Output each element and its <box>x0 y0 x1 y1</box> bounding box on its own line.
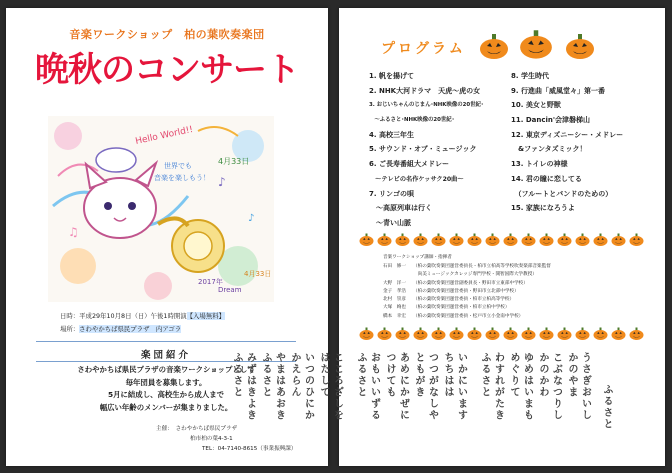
pumpkin-icon <box>377 327 392 341</box>
credit-row <box>383 263 551 269</box>
lyrics-line: やまはあおき ふるさと <box>260 352 285 433</box>
program-item: 8. 学生時代 <box>511 72 549 80</box>
credit-row <box>383 280 528 286</box>
pumpkin-icon <box>557 327 572 341</box>
pumpkin-icon <box>395 233 410 247</box>
pumpkin-icon <box>629 327 644 341</box>
pumpkin-icon <box>593 233 608 247</box>
pumpkin-icon <box>539 233 554 247</box>
pumpkin-icon <box>485 327 500 341</box>
sponsor-line: 主催： さわやかちば県民プラザ <box>156 426 238 432</box>
lyrics-line: おもいいずる ふるさと <box>355 352 380 433</box>
pumpkin-border-top <box>359 232 649 248</box>
pumpkin-icon <box>467 327 482 341</box>
pumpkin-icon <box>575 233 590 247</box>
pumpkin-icon <box>503 327 518 341</box>
credit-role: （柏の葉吹奏楽団運営委員・柏市立柏高等学校） <box>413 297 515 302</box>
credit-role: （柏の葉吹奏楽団運営委員・野田市立北部中学校） <box>413 289 519 294</box>
pumpkin-icon <box>449 233 464 247</box>
pumpkin-icon <box>521 327 536 341</box>
intro-line: さわやかちば県民プラザの音楽ワークショップとして <box>77 365 255 374</box>
pumpkin-icon <box>611 327 626 341</box>
pumpkin-icon <box>485 233 500 247</box>
credits-heading: 音楽ワークショップ講師・指揮者 <box>383 255 452 260</box>
program-item: 5. サウンド・オブ・ミュージック <box>369 145 477 154</box>
sponsor-phone: TEL：04-7140-8615（事業振興課） <box>202 446 297 452</box>
intro-line: 幅広い年齢のメンバーが集まりました。 <box>99 402 233 412</box>
program-item: ～テレビの名作ケッサク20曲～ <box>369 175 464 183</box>
credit-row <box>383 313 523 319</box>
art-text-hello: Hello World!! <box>134 124 195 147</box>
pumpkin-icon <box>467 233 482 247</box>
program-item: （フルートとバンドのための） <box>511 189 613 198</box>
date-label: 日時： <box>60 312 80 320</box>
divider-top <box>36 341 296 342</box>
concert-title: 晩秋のコンサート <box>35 50 299 90</box>
lyrics-line: いつのひにか かえらん <box>289 352 314 433</box>
pumpkin-border-bottom <box>359 326 649 342</box>
svg-text:♫: ♫ <box>68 225 79 239</box>
program-item: 7. リンゴの唄 <box>369 189 414 198</box>
program-list-left <box>369 71 484 233</box>
credit-row <box>383 296 514 302</box>
art-text-3: 4月33日 <box>218 157 250 166</box>
pumpkin-icon <box>539 327 554 341</box>
credit-name: 大塚 絢也 <box>383 305 406 310</box>
program-item: ～ふるさと･NHK映像の20世紀･ <box>369 117 455 124</box>
credit-row <box>383 288 519 294</box>
svg-text:♪: ♪ <box>248 213 255 224</box>
venue-label: 場所： <box>60 325 80 333</box>
lyrics-line: つつがなしや ともがき <box>413 352 438 433</box>
art-text-1: 世界でも <box>164 162 192 170</box>
lyrics-line: いかにいます ちちはは <box>442 352 467 433</box>
lyrics-line: みずはきよき ふるさと <box>231 352 256 433</box>
credit-role: （柏の葉吹奏楽団運営委員・松戸市立小金南中学校） <box>413 314 524 319</box>
program-item: 14. 君の瞳に恋してる <box>511 174 582 183</box>
program-item: ～高原列車は行く <box>369 204 432 213</box>
credit-role: （柏の葉吹奏楽団運営委員長・柏市立柏高等学校吹奏楽部音楽監督 <box>413 264 551 269</box>
program-item: 15. 家族になろうよ <box>511 204 575 213</box>
event-venue <box>60 324 181 333</box>
lyrics-line: こころざしを はたして <box>318 352 343 433</box>
program-item: 4. 高校三年生 <box>369 130 414 139</box>
program-item: 13. トイレの神様 <box>511 160 568 169</box>
pumpkin-icon <box>377 233 392 247</box>
pumpkin-icon <box>521 233 536 247</box>
intro-body <box>36 364 296 414</box>
lyrics-title: ふるさと <box>601 384 612 430</box>
program-item: 10. 美女と野獣 <box>511 101 561 110</box>
credit-name: 石田 修一 <box>383 264 406 269</box>
program-item: 9. 行進曲「威風堂々」第一番 <box>511 86 605 95</box>
program-item: 2. NHK大河ドラマ 天虎～虎の女 <box>369 86 481 95</box>
divider-bottom <box>36 361 296 362</box>
pumpkin-icon <box>479 34 509 60</box>
credit-name: 大野 洋一 <box>383 281 406 286</box>
pumpkin-icon <box>359 327 374 341</box>
lyrics-line: あめにかぜに つけても <box>384 352 409 433</box>
pumpkin-icon <box>395 327 410 341</box>
organizer-subtitle: 音楽ワークショップ 柏の葉吹奏楽団 <box>69 28 265 41</box>
svg-text:♪: ♪ <box>218 175 226 189</box>
event-date <box>60 311 225 320</box>
art-text-5: Dream <box>218 286 242 294</box>
art-text-6: 4月33日 <box>244 270 272 278</box>
admission-badge: 【入場無料】 <box>186 312 225 320</box>
program-item: 1. 帆を揚げて <box>369 72 414 80</box>
lyrics-line: わすれがたき ふるさと <box>479 352 504 433</box>
lyrics-line: ゆめはいまも めぐりて <box>508 352 533 433</box>
program-item: &ファンタズミック！ <box>511 145 587 154</box>
credit-row <box>383 271 537 277</box>
program-item: ～青い山脈 <box>369 218 411 227</box>
pumpkin-icon <box>503 233 518 247</box>
intro-heading: 楽団紹介 <box>140 350 191 361</box>
credit-row <box>383 304 509 310</box>
credit-role: （柏の葉吹奏楽団運営副委員長・野田市立東部中学校） <box>413 281 528 286</box>
art-text-4: 2017年 <box>198 278 223 286</box>
pumpkin-icon <box>413 233 428 247</box>
program-list-right <box>511 71 623 218</box>
pumpkin-icon <box>359 233 374 247</box>
program-item: 3. おじいちゃんのじまん･NHK映像の20世紀･ <box>369 102 484 109</box>
pumpkin-icon <box>565 34 595 60</box>
pumpkin-icon <box>449 327 464 341</box>
venue-value: さわやかちば県民プラザ 内アゴラ <box>79 325 182 333</box>
illustration-artwork <box>48 116 274 302</box>
credit-role: 尚美ミュージックカレッジ専門学校・開智国際大学教授） <box>413 272 537 277</box>
credit-name: 金子 孝浩 <box>383 289 406 294</box>
credit-role: （柏の葉吹奏楽団運営委員・柏市立柏中学校） <box>413 305 510 310</box>
pumpkin-icon <box>593 327 608 341</box>
pumpkin-icon <box>413 327 428 341</box>
pumpkin-icon <box>629 233 644 247</box>
date-value: 平成29年10月8日（日）午後1時開演 <box>79 312 187 320</box>
pumpkin-icon <box>519 30 553 60</box>
art-text-2: 音楽を楽しもう！ <box>154 174 210 182</box>
pumpkin-icon <box>575 327 590 341</box>
program-item: 11. Dancin'会津磐梯山 <box>511 116 591 125</box>
lyrics-line: こぶなつりし かのかわ <box>537 352 562 433</box>
program-item: 12. 東京ディズニーシー・メドレー <box>511 130 624 139</box>
lyrics-line: うさぎおいし かのやま <box>566 352 591 433</box>
pumpkin-icon <box>611 233 626 247</box>
pumpkin-icon <box>431 327 446 341</box>
cat-musician-illustration <box>48 116 274 302</box>
sponsor-address: 柏市柏の葉4-3-1 <box>190 436 233 442</box>
intro-line: 5月に結成し、高校生から成人まで <box>107 390 224 399</box>
lyrics-furusato <box>231 352 613 442</box>
pumpkin-icon <box>431 233 446 247</box>
credit-name: 橋本 幸宏 <box>383 314 406 319</box>
intro-line: 毎年団員を募集します。 <box>125 377 207 387</box>
program-title: プログラム <box>381 41 466 57</box>
credit-name: 北村 崇彦 <box>383 297 406 302</box>
program-item: 6. ご長寿番組大メドレー <box>369 160 449 169</box>
pumpkin-icon <box>557 233 572 247</box>
